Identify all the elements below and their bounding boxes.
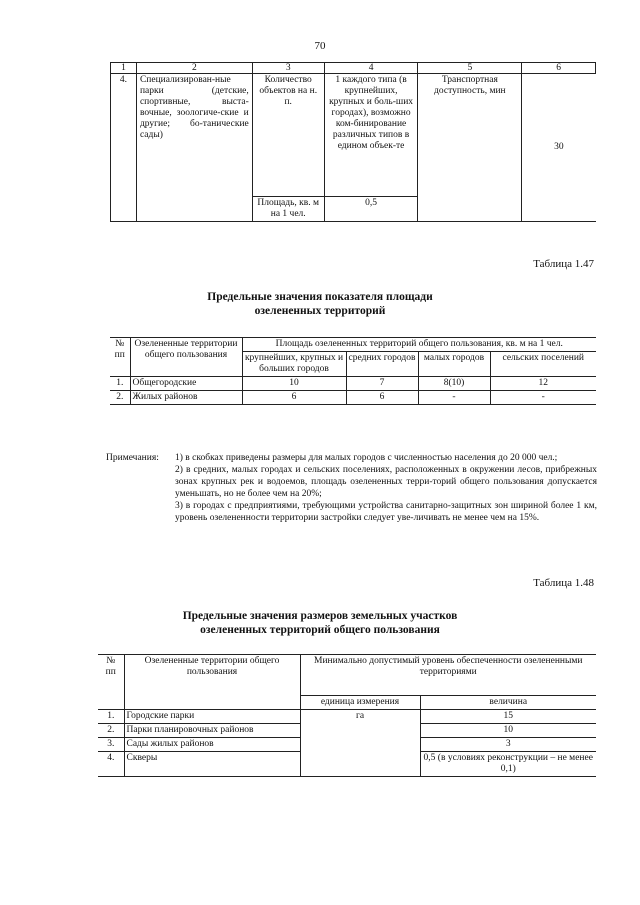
notes-label: Примечания:: [106, 453, 159, 463]
col-number: 3: [252, 63, 324, 74]
notes-body: [175, 452, 597, 524]
table-continuation: [110, 62, 596, 222]
row-number: 1.: [110, 377, 130, 391]
cell-value: 12: [490, 377, 596, 391]
row-number: 1.: [98, 710, 124, 724]
table-title: Предельные значения показателя площади: [207, 291, 433, 303]
note-item: 2) в средних, малых городах и сельских поселениях, расположенных в окружении лесов, прибрежных зонах крупных рек и водоемов, площадь озелененных терри-торий общего пользования допускается уменьшать, но не более чем на 20%;: [175, 465, 597, 499]
unit-cell: га: [300, 710, 420, 777]
header-num: № пп: [110, 338, 130, 377]
header-territory: Озелененные территории общего пользования: [124, 655, 300, 710]
territory-name: Городские парки: [124, 710, 300, 724]
table-row: [110, 377, 596, 391]
table-title: озелененных территорий: [254, 305, 386, 317]
territory-name: Скверы: [124, 752, 300, 777]
cell-value: 6: [242, 391, 346, 405]
header-num: № пп: [98, 655, 124, 710]
cell-value: 3: [420, 738, 596, 752]
table-label: Таблица 1.48: [533, 577, 594, 589]
transport-minutes: 30: [522, 74, 596, 222]
row-number: 3.: [98, 738, 124, 752]
col-number: 2: [136, 63, 252, 74]
note-item: 3) в городах с предприятиями, требующими устройства санитарно-защитных зон шириной более 1 км, уровень озелененности территории застройки следует уве-личивать не менее чем на 15%.: [175, 501, 597, 523]
cell-value: 15: [420, 710, 596, 724]
cell-value: -: [418, 391, 490, 405]
table-row: [111, 74, 596, 197]
cell-value: 10: [242, 377, 346, 391]
cell-value: 6: [346, 391, 418, 405]
territory-name: Общегородские: [130, 377, 242, 391]
page-number: 70: [314, 40, 326, 52]
row-number: 4.: [111, 74, 137, 222]
row-number: 2.: [98, 724, 124, 738]
col-number: 4: [324, 63, 418, 74]
subheader-medium-cities: средних городов: [346, 352, 418, 377]
header-unit: единица измерения: [300, 696, 420, 710]
cell-value: 8(10): [418, 377, 490, 391]
cell-value: 7: [346, 377, 418, 391]
indicator-count: Количество объектов на н. п.: [252, 74, 324, 197]
cell-value: 10: [420, 724, 596, 738]
green-area-table: [110, 337, 596, 405]
column-number-row: [111, 63, 596, 74]
territory-name: Парки планировочных районов: [124, 724, 300, 738]
subheader-large-cities: крупнейших, крупных и больших городов: [242, 352, 346, 377]
col-number: 1: [111, 63, 137, 74]
table-title: Предельные значения размеров земельных участков: [182, 610, 458, 622]
col-number: 5: [418, 63, 522, 74]
row-number: 4.: [98, 752, 124, 777]
col-number: 6: [522, 63, 596, 74]
table-title: озелененных территорий общего пользования: [200, 624, 440, 636]
transport-access: Транспортная доступность, мин: [418, 74, 522, 222]
cell-value: -: [490, 391, 596, 405]
park-type: Специализирован-ные парки (детские, спортивные, выста-вочные, зоологиче-ские и другие; бо-танические сады): [136, 74, 252, 222]
subheader-rural: сельских поселений: [490, 352, 596, 377]
plot-size-table: [98, 654, 596, 777]
header-area: Площадь озелененных территорий общего пользования, кв. м на 1 чел.: [242, 338, 596, 352]
subheader-small-cities: малых городов: [418, 352, 490, 377]
header-value: величина: [420, 696, 596, 710]
header-territory: Озелененные территории общего пользования: [130, 338, 242, 377]
table-row: [110, 391, 596, 405]
cell-value: 0,5 (в условиях реконструкции – не менее 0,1): [420, 752, 596, 777]
header-provision: Минимально допустимый уровень обеспеченности озелененными территориями: [300, 655, 596, 696]
value-area: 0,5: [324, 197, 418, 222]
table-row: [98, 710, 596, 724]
territory-name: Сады жилых районов: [124, 738, 300, 752]
indicator-area: Площадь, кв. м на 1 чел.: [252, 197, 324, 222]
row-number: 2.: [110, 391, 130, 405]
table-label: Таблица 1.47: [533, 258, 594, 270]
note-item: 1) в скобках приведены размеры для малых городов с численностью населения до 20 000 чел.;: [175, 453, 558, 463]
value-count: 1 каждого типа (в крупнейших, крупных и боль-ших городах), возможно ком-бинирование различных типов в едином объек-те: [324, 74, 418, 197]
territory-name: Жилых районов: [130, 391, 242, 405]
